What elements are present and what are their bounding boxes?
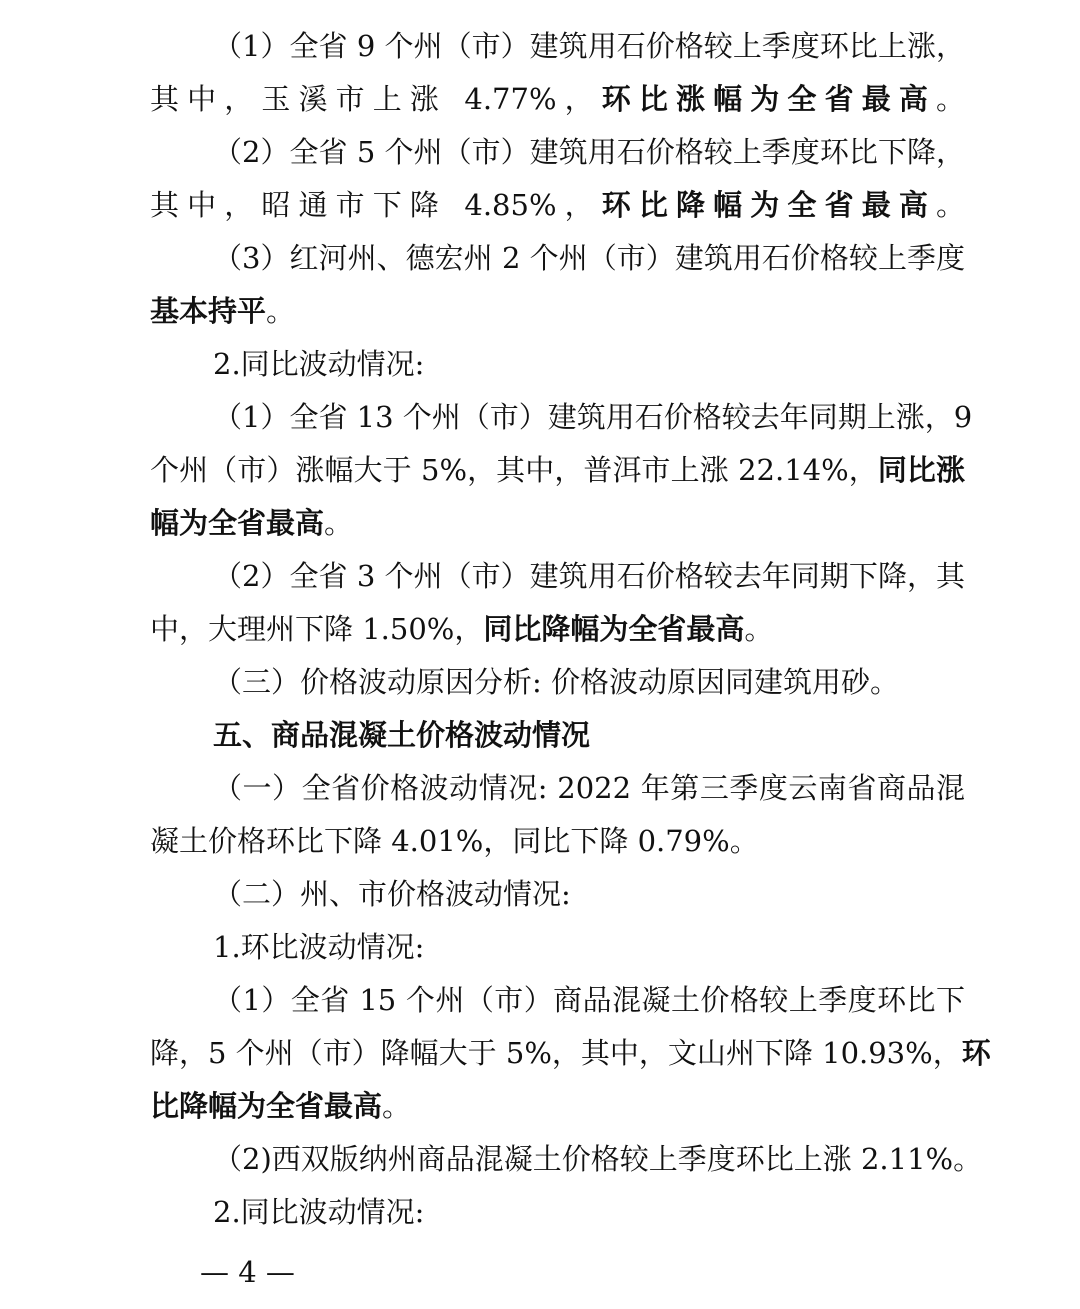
text-line: 其中，昭通市下降 4.85%，环比降幅为全省最高。 [150, 188, 965, 222]
page-number: — 4 — [200, 1255, 295, 1289]
bold-emphasis: 基本持平 [150, 294, 267, 328]
text-line: （2）全省 5 个州（市）建筑用石价格较上季度环比下降， [213, 135, 965, 169]
text-line: 基本持平。 [150, 294, 296, 328]
text-line: 个州（市）涨幅大于 5%，其中，普洱市上涨 22.14%，同比涨 [150, 453, 965, 487]
text-line: （1）全省 9 个州（市）建筑用石价格较上季度环比上涨， [213, 29, 965, 63]
text-line: 凝土价格环比下降 4.01%，同比下降 0.79%。 [150, 824, 759, 858]
text-line: （3）红河州、德宏州 2 个州（市）建筑用石价格较上季度 [213, 241, 965, 275]
text-line: 比降幅为全省最高。 [150, 1089, 412, 1123]
bold-emphasis: 比降幅为全省最高 [150, 1089, 383, 1123]
text-line: （三）价格波动原因分析: 价格波动原因同建筑用砂。 [213, 665, 899, 699]
text-line: （一）全省价格波动情况: 2022 年第三季度云南省商品混 [213, 771, 965, 805]
section-heading: 1.环比波动情况: [213, 930, 425, 964]
text-line: （2）全省 3 个州（市）建筑用石价格较去年同期下降，其 [213, 559, 965, 593]
bold-emphasis: 同比涨 [877, 453, 965, 487]
bold-emphasis: 幅为全省最高 [150, 506, 325, 540]
section-heading: 2.同比波动情况: [213, 347, 425, 381]
text-line: （2)西双版纳州商品混凝土价格较上季度环比上涨 2.11%。 [213, 1142, 983, 1176]
text-line: 其中，玉溪市上涨 4.77%，环比涨幅为全省最高。 [150, 82, 965, 116]
bold-emphasis: 环比降幅为全省最高 [601, 188, 936, 222]
bold-emphasis: 环比涨幅为全省最高 [601, 82, 936, 116]
text-line: （二）州、市价格波动情况: [213, 877, 571, 911]
bold-emphasis: 环 [961, 1036, 991, 1070]
text-line: （1）全省 15 个州（市）商品混凝土价格较上季度环比下 [213, 983, 965, 1017]
bold-emphasis: 同比降幅为全省最高 [483, 612, 745, 646]
text-line: 中，大理州下降 1.50%，同比降幅为全省最高。 [150, 612, 774, 646]
text-line: 降，5 个州（市）降幅大于 5%，其中，文山州下降 10.93%，环 [150, 1036, 991, 1070]
text-line: （1）全省 13 个州（市）建筑用石价格较去年同期上涨，9 [213, 400, 973, 434]
section-heading: 五、商品混凝土价格波动情况 [213, 718, 591, 752]
section-heading: 2.同比波动情况: [213, 1195, 425, 1229]
text-line: 幅为全省最高。 [150, 506, 354, 540]
